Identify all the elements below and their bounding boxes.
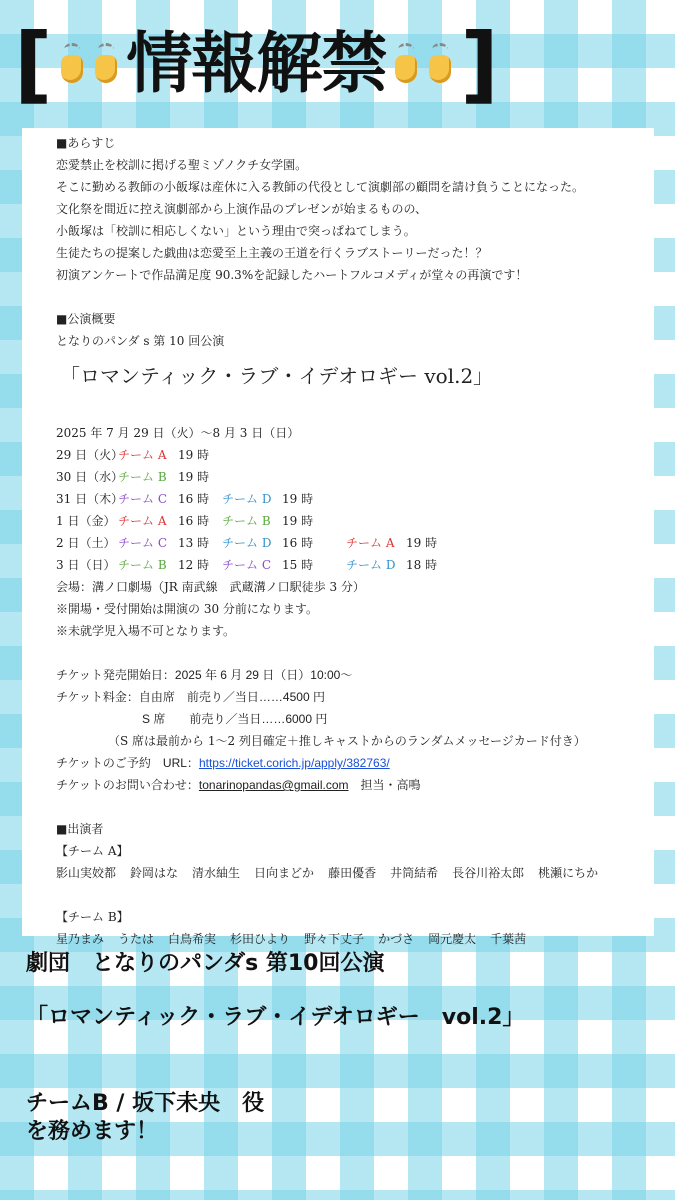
schedule-row xyxy=(56,510,646,532)
schedule-day: 1 日（金） xyxy=(56,514,116,528)
schedule-team: チーム D xyxy=(222,492,272,506)
contact-email: tonarinopandas@gmail.com xyxy=(198,778,349,792)
announcement-company: 劇団 となりのパンダs 第10回公演 xyxy=(26,951,385,976)
overview-heading: ■公演概要 xyxy=(56,312,116,326)
note: ※開場・受付開始は開演の 30 分前になります。 xyxy=(56,602,318,616)
synopsis-line: 初演アンケートで作品満足度 90.3%を記録したハートフルコメディが堂々の再演です！ xyxy=(56,268,528,282)
schedule-time: 16 時 xyxy=(178,492,210,506)
schedule-team: チーム A xyxy=(118,448,167,462)
show-title: 「ロマンティック・ラブ・イデオロギー vol.2」 xyxy=(60,364,494,388)
announcement-closing: を務めます！ xyxy=(26,1119,159,1144)
synopsis-line: 恋愛禁止を校訓に掲げる聖ミゾノクチ女学園。 xyxy=(56,158,308,172)
schedule-team: チーム D xyxy=(346,558,396,572)
schedule-team: チーム B xyxy=(222,514,271,528)
schedule-time: 15 時 xyxy=(282,558,314,572)
ticket-contact xyxy=(56,774,646,796)
page-title: 情報解禁 xyxy=(126,25,387,102)
team-a-cast xyxy=(56,862,646,884)
cast-name: 星乃まみ xyxy=(56,932,105,946)
raising-hands-icon xyxy=(56,43,122,85)
flyer-document xyxy=(22,128,654,946)
cast-name: 影山実姣都 xyxy=(56,866,117,880)
period: 2025 年 7 月 29 日（火）〜8 月 3 日（日） xyxy=(56,426,300,440)
header xyxy=(0,0,675,120)
cast-heading: ■出演者 xyxy=(56,822,104,836)
schedule-team: チーム C xyxy=(118,536,167,550)
schedule-team: チーム B xyxy=(118,470,167,484)
ticket-price-s: S 席 前売り／当日……6000 円 xyxy=(142,712,328,726)
cast-name: 日向まどか xyxy=(254,866,315,880)
cast-name: 長谷川裕太郎 xyxy=(452,866,525,880)
schedule-time: 16 時 xyxy=(282,536,314,550)
schedule-row xyxy=(56,532,646,554)
announcement xyxy=(0,936,675,1200)
schedule-day: 2 日（土） xyxy=(56,536,116,550)
team-b-label: 【チーム B】 xyxy=(56,910,129,924)
venue: 会場：溝ノ口劇場（JR 南武線 武蔵溝ノ口駅徒歩 3 分） xyxy=(56,580,365,594)
cast-name: 白鳥希実 xyxy=(168,932,217,946)
company-line: となりのパンダ s 第 10 回公演 xyxy=(56,334,225,348)
reserve-label: チケットのご予約 URL： xyxy=(56,756,199,770)
schedule-day: 3 日（日） xyxy=(56,558,116,572)
synopsis-heading: ■あらすじ xyxy=(56,136,116,150)
schedule-day: 30 日（水） xyxy=(56,470,124,484)
schedule-team: チーム A xyxy=(346,536,395,550)
schedule-row xyxy=(56,444,646,466)
schedule-time: 16 時 xyxy=(178,514,210,528)
synopsis-line: そこに勤める教師の小飯塚は産休に入る教師の代役として演劇部の顧問を請け負うことになった。 xyxy=(56,180,585,194)
schedule-time: 12 時 xyxy=(178,558,210,572)
cast-name: 千葉茜 xyxy=(490,932,527,946)
schedule xyxy=(56,444,646,576)
synopsis-line: 文化祭を間近に控え演劇部から上演作品のプレゼンが始まるものの、 xyxy=(56,202,428,216)
synopsis-line: 小飯塚は「校訓に相応しくない」という理由で突っぱねてしまう。 xyxy=(56,224,416,238)
schedule-team: チーム A xyxy=(118,514,167,528)
schedule-day: 31 日（木） xyxy=(56,492,124,506)
cast-name: 清水紬生 xyxy=(192,866,241,880)
ticket-s-note: （S 席は最前から 1〜2 列目確定＋推しキャストからのランダムメッセージカード付き） xyxy=(108,734,586,748)
ticket-reserve xyxy=(56,752,646,774)
cast-name: かづさ xyxy=(378,932,415,946)
contact-label: チケットのお問い合わせ： xyxy=(56,778,199,792)
schedule-time: 19 時 xyxy=(406,536,438,550)
cast-name: 桃瀬にちか xyxy=(538,866,599,880)
schedule-time: 18 時 xyxy=(406,558,438,572)
note: ※未就学児入場不可となります。 xyxy=(56,624,236,638)
cast-name: 井筒結希 xyxy=(390,866,439,880)
ticket-price-free: チケット料金：自由席 前売り／当日……4500 円 xyxy=(56,690,325,704)
cast-name: 岡元慶太 xyxy=(428,932,477,946)
title-row xyxy=(14,15,499,113)
schedule-time: 19 時 xyxy=(282,492,314,506)
cast-name: 杉田ひより xyxy=(230,932,291,946)
cast-name: 野々下丈子 xyxy=(304,932,365,946)
team-a-label: 【チーム A】 xyxy=(56,844,129,858)
schedule-time: 19 時 xyxy=(178,470,210,484)
schedule-team: チーム C xyxy=(222,558,271,572)
schedule-team: チーム C xyxy=(118,492,167,506)
schedule-row xyxy=(56,554,646,576)
bracket-open: [ xyxy=(14,15,53,113)
schedule-team: チーム B xyxy=(118,558,167,572)
announcement-role: チームB / 坂下未央 役 xyxy=(26,1091,265,1116)
schedule-team: チーム D xyxy=(222,536,272,550)
contact-person: 担当・高鳴 xyxy=(360,778,421,792)
reserve-link[interactable]: https://ticket.corich.jp/apply/382763/ xyxy=(198,756,390,770)
synopsis-line: 生徒たちの提案した戯曲は恋愛至上主義の王道を行くラブストーリーだった！？ xyxy=(56,246,488,260)
raising-hands-icon xyxy=(390,43,456,85)
cast-name: うたは xyxy=(118,932,155,946)
schedule-time: 13 時 xyxy=(178,536,210,550)
schedule-time: 19 時 xyxy=(282,514,314,528)
schedule-row xyxy=(56,466,646,488)
ticket-on-sale: チケット発売開始日：2025 年 6 月 29 日（日）10:00〜 xyxy=(56,668,353,682)
bracket-close: ] xyxy=(460,15,499,113)
schedule-row xyxy=(56,488,646,510)
cast-name: 藤田優香 xyxy=(328,866,377,880)
schedule-time: 19 時 xyxy=(178,448,210,462)
cast-name: 鈴岡はな xyxy=(130,866,179,880)
announcement-title: 「ロマンティック・ラブ・イデオロギー vol.2」 xyxy=(26,1005,525,1030)
schedule-day: 29 日（火） xyxy=(56,448,124,462)
